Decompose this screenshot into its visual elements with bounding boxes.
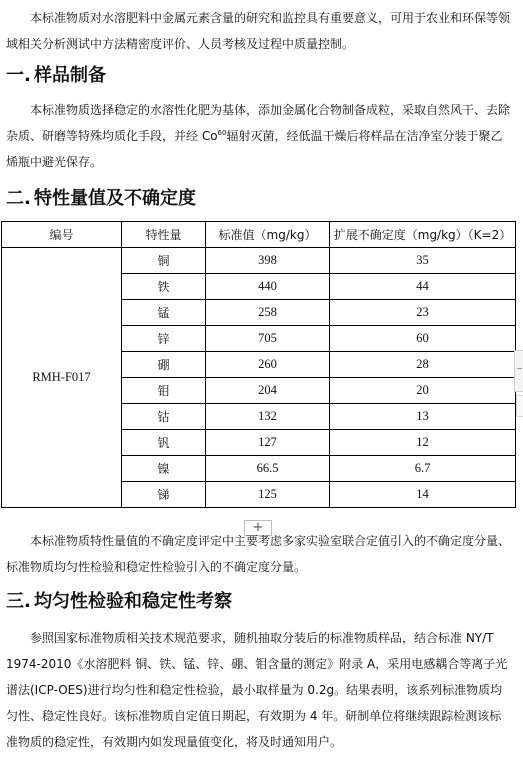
uncertainty-cell: 13 — [330, 404, 516, 430]
table-header-row — [2, 222, 516, 248]
uncertainty-cell: 60 — [330, 326, 516, 352]
table-row — [2, 248, 516, 274]
section-3-number: 三. — [6, 591, 31, 612]
element-cell: 锑 — [122, 482, 206, 508]
section-1-text-a: 本标准物质选择稳定的水溶性化肥为基体，添加金属化合物制备成粒，采取自然风干、去除杂质、研磨等特殊均质化手段，并经 Co — [6, 103, 511, 143]
section-3-title: 均匀性检验和稳定性考察 — [34, 591, 232, 612]
sample-code: RMH-F017 — [2, 248, 122, 508]
uncertainty-note-paragraph — [6, 528, 512, 580]
element-cell: 铁 — [122, 274, 206, 300]
section-2-title: 特性量值及不确定度 — [34, 188, 196, 209]
scrollbar-track[interactable] — [516, 395, 523, 417]
section-3-text: 参照国家标准物质相关技术规范要求，随机抽取分装后的标准物质样品，结合标准 NY/T 1974-2010《水溶肥料 铜、铁、锰、锌、硼、钼含量的测定》附录 A，采用电感耦合等离子光谱法(ICP-OES)进行均匀性和稳定性检验，最小取样量为 0.2g。结果表明，该系列标准物质均匀性、稳定性良好。该标准物质自定值日期起，有效期为 4 年。研制单位将继续跟踪检测该标准物质的稳定性，有效期内如发现量值变化，将及时通知用户。 — [6, 631, 508, 749]
value-cell: 125 — [206, 482, 330, 508]
uncertainty-cell: 6.7 — [330, 456, 516, 482]
element-cell: 镍 — [122, 456, 206, 482]
value-cell: 127 — [206, 430, 330, 456]
element-cell: 硼 — [122, 352, 206, 378]
header-property: 特性量 — [122, 222, 206, 248]
section-2-number: 二. — [6, 188, 31, 209]
uncertainty-cell: 12 — [330, 430, 516, 456]
uncertainty-note-text: 本标准物质特性量值的不确定度评定中主要考虑多家实验室联合定值引入的不确定度分量、标准物质均匀性检验和稳定性检验引入的不确定度分量。 — [6, 534, 511, 574]
uncertainty-cell: 44 — [330, 274, 516, 300]
value-cell: 440 — [206, 274, 330, 300]
value-cell: 258 — [206, 300, 330, 326]
scrollbar-grip-icon — [517, 368, 522, 369]
section-3-paragraph — [6, 625, 512, 755]
element-cell: 钴 — [122, 404, 206, 430]
section-1-number: 一. — [6, 65, 31, 86]
value-cell: 705 — [206, 326, 330, 352]
uncertainty-cell: 23 — [330, 300, 516, 326]
uncertainty-cell: 35 — [330, 248, 516, 274]
header-code: 编号 — [2, 222, 122, 248]
properties-table — [1, 221, 516, 508]
value-cell: 398 — [206, 248, 330, 274]
header-uncertainty: 扩展不确定度（mg/kg）（K=2） — [330, 222, 516, 248]
value-cell: 132 — [206, 404, 330, 430]
table-resize-handle[interactable]: + — [244, 520, 272, 536]
uncertainty-cell: 20 — [330, 378, 516, 404]
scrollbar-thumb[interactable] — [514, 350, 523, 392]
element-cell: 锌 — [122, 326, 206, 352]
intro-paragraph — [6, 5, 512, 57]
intro-text: 本标准物质对水溶肥料中金属元素含量的研究和监控具有重要意义，可用于农业和环保等领域相关分析测试中方法精密度评价、人员考核及过程中质量控制。 — [6, 11, 511, 51]
value-cell: 260 — [206, 352, 330, 378]
section-1-text-b: 辐射灭菌，经低温干燥后将样品在洁净室分装于聚乙烯瓶中避光保存。 — [6, 129, 503, 169]
value-cell: 204 — [206, 378, 330, 404]
element-cell: 铜 — [122, 248, 206, 274]
element-cell: 锰 — [122, 300, 206, 326]
header-standard-value: 标准值（mg/kg） — [206, 222, 330, 248]
section-2-heading — [6, 189, 196, 209]
section-1-paragraph — [6, 97, 512, 175]
element-cell: 钒 — [122, 430, 206, 456]
section-3-heading — [6, 592, 232, 612]
uncertainty-cell: 28 — [330, 352, 516, 378]
section-1-title: 样品制备 — [34, 65, 106, 86]
section-1-superscript: 60 — [217, 129, 227, 137]
value-cell: 66.5 — [206, 456, 330, 482]
element-cell: 钼 — [122, 378, 206, 404]
uncertainty-cell: 14 — [330, 482, 516, 508]
section-1-heading — [6, 66, 106, 86]
